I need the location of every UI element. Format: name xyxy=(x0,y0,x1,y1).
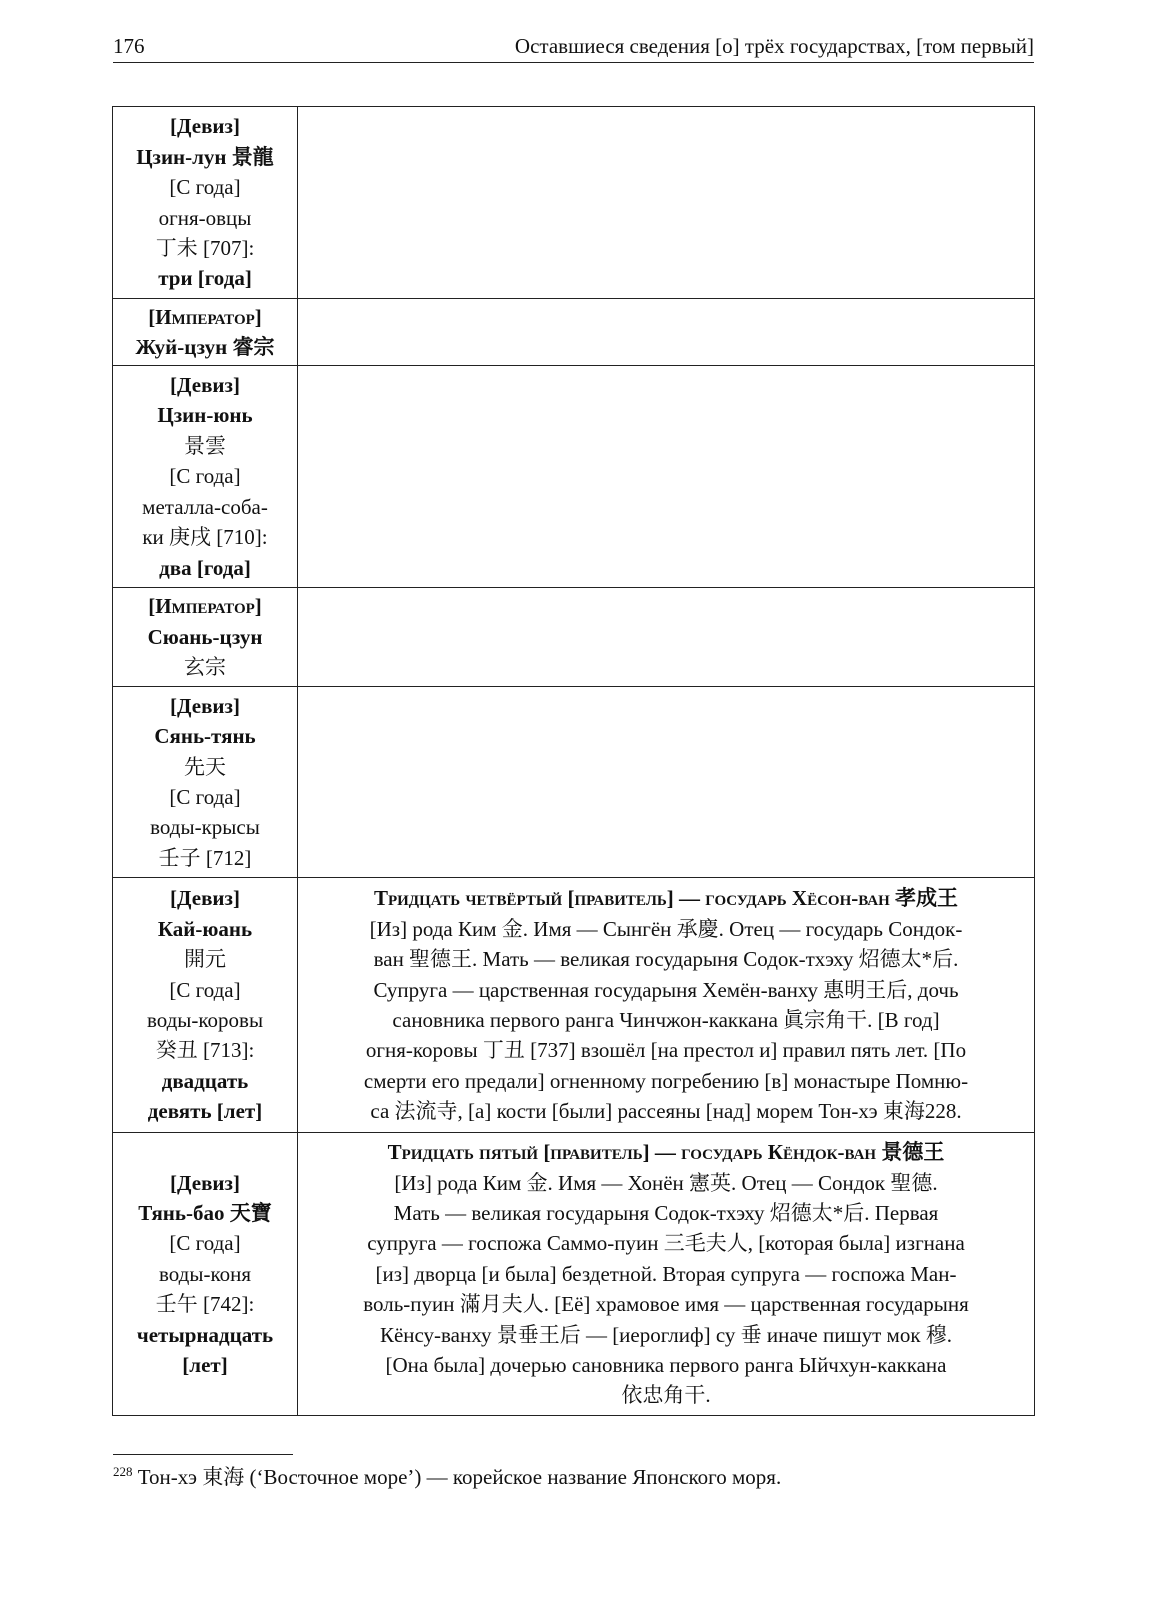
era-line: [С года] xyxy=(169,1231,241,1256)
era-line: 丁未 [707]: xyxy=(155,235,255,260)
era-line: [С года] xyxy=(169,977,241,1002)
era-line: 開元 xyxy=(184,947,226,972)
page-number: 176 xyxy=(113,34,145,58)
ruler-heading: Тридцать пятый [правитель] — государь Кёндок-ван 景德王 xyxy=(387,1140,945,1165)
era-line: воды-крысы xyxy=(150,815,260,840)
ruler-description-line: супруга — госпожа Саммо-пуин 三毛夫人, [которая была] изгнана xyxy=(367,1231,965,1256)
ruler-cell xyxy=(298,878,1035,1133)
ruler-description-line: воль-пуин 滿月夫人. [Её] храмовое имя — царственная государыня xyxy=(363,1292,969,1317)
table-row xyxy=(113,299,1035,366)
running-head xyxy=(113,30,1034,63)
ruler-description-line: сановника первого ранга Чинчжон-каккана 眞宗角干. [В год] xyxy=(392,1008,940,1032)
era-line: [С года] xyxy=(169,785,241,809)
era-line: [Император] xyxy=(148,594,262,619)
era-line: Тянь-бао 天寶 xyxy=(138,1200,272,1225)
era-line: Жуй-цзун 睿宗 xyxy=(135,335,275,359)
era-cell xyxy=(113,366,298,588)
ruler-cell xyxy=(298,1133,1035,1416)
era-line: [Император] xyxy=(148,304,262,329)
table-row xyxy=(113,878,1035,1133)
era-line: Цзин-лун 景龍 xyxy=(136,144,274,169)
ruler-cell xyxy=(298,299,1035,366)
ruler-heading: Тридцать четвёртый [правитель] — государь Хёсон-ван 孝成王 xyxy=(373,886,959,911)
table-row xyxy=(113,1133,1035,1416)
ruler-description-line: 依忠角干. xyxy=(621,1383,711,1408)
table-row xyxy=(113,687,1035,878)
era-line: [Девиз] xyxy=(170,886,240,911)
era-cell xyxy=(113,687,298,878)
era-cell xyxy=(113,107,298,299)
era-line: Сянь-тянь xyxy=(154,724,256,749)
table-row xyxy=(113,107,1035,299)
era-line: металла-соба- xyxy=(142,494,268,519)
era-line: воды-коровы xyxy=(146,1008,264,1032)
ruler-cell xyxy=(298,588,1035,687)
era-line: [С года] xyxy=(169,175,241,200)
era-line: Цзин-юнь xyxy=(157,403,253,428)
ruler-description-line: Супруга — царственная государыня Хемён-ванху 惠明王后, дочь xyxy=(373,977,959,1002)
era-line: [Девиз] xyxy=(170,114,240,139)
table-row xyxy=(113,588,1035,687)
era-line: [Девиз] xyxy=(170,373,240,398)
ruler-cell xyxy=(298,366,1035,588)
era-line: девять [лет] xyxy=(147,1099,263,1124)
era-line: Сюань-цзун xyxy=(147,624,263,649)
era-line: 景雲 xyxy=(184,433,226,458)
chronicle-table-body xyxy=(113,107,1035,1416)
footnote-text: Тон-хэ 東海 (‘Восточное море’) — корейское название Японского моря. xyxy=(137,1465,782,1489)
era-line: 玄宗 xyxy=(184,655,226,680)
table-row xyxy=(113,366,1035,588)
footnote-rule xyxy=(113,1454,293,1455)
ruler-description-line: [Из] рода Ким 金. Имя — Сынгён 承慶. Отец — государь Сондок- xyxy=(369,916,963,941)
running-title: Оставшиеся сведения [о] трёх государствах, [том первый] xyxy=(514,34,1034,58)
era-line: огня-овцы xyxy=(158,205,252,230)
era-cell xyxy=(113,1133,298,1416)
chronicle-table xyxy=(112,106,1035,1416)
era-line: Кай-юань xyxy=(157,916,253,941)
ruler-description-line: Кёнсу-ванху 景垂王后 — [иероглиф] су 垂 иначе пишут мок 穆. xyxy=(379,1322,953,1347)
ruler-cell xyxy=(298,687,1035,878)
ruler-description-line: [из] дворца [и была] бездетной. Вторая супруга — госпожа Ман- xyxy=(375,1261,957,1286)
ruler-description-line: [Она была] дочерью сановника первого ранга Ыйчхун-каккана xyxy=(385,1353,947,1378)
era-cell xyxy=(113,588,298,687)
ruler-description-line: [Из] рода Ким 金. Имя — Хонён 憲英. Отец — Сондок 聖德. xyxy=(394,1170,938,1195)
era-line: два [года] xyxy=(159,555,251,580)
footnote-number: 228 xyxy=(113,1464,133,1479)
era-line: [С года] xyxy=(169,464,241,489)
ruler-description xyxy=(306,1168,1026,1411)
era-line: четырнадцать xyxy=(136,1322,274,1347)
era-line: 壬子 [712] xyxy=(158,845,252,870)
era-line: три [года] xyxy=(158,266,252,291)
era-line: [Девиз] xyxy=(170,1170,240,1195)
ruler-description xyxy=(306,914,1026,1127)
era-line: воды-коня xyxy=(159,1261,251,1286)
footnote xyxy=(113,1462,1034,1492)
era-line: двадцать xyxy=(161,1068,249,1093)
era-line: 癸丑 [713]: xyxy=(155,1038,255,1063)
era-cell xyxy=(113,299,298,366)
ruler-description-line: смерти его предали] огненному погребению [в] монастыре Помню- xyxy=(363,1068,969,1093)
era-line: 先天 xyxy=(184,754,226,779)
ruler-description-line: огня-коровы 丁丑 [737] взошёл [на престол и] правил пять лет. [По xyxy=(365,1038,967,1063)
ruler-description-line: Мать — великая государыня Содок-тхэху 炤德太*后. Первая xyxy=(393,1200,939,1225)
ruler-description-line: са 法流寺, [а] кости [были] рассеяны [над] морем Тон-хэ 東海228. xyxy=(370,1099,962,1124)
ruler-cell xyxy=(298,107,1035,299)
era-line: [Девиз] xyxy=(170,693,240,718)
ruler-description-line: ван 聖德王. Мать — великая государыня Содок-тхэху 炤德太*后. xyxy=(373,947,959,972)
era-line: ки 庚戌 [710]: xyxy=(142,525,268,550)
era-line: [лет] xyxy=(182,1353,228,1378)
era-line: 壬午 [742]: xyxy=(155,1292,255,1317)
era-cell xyxy=(113,878,298,1133)
